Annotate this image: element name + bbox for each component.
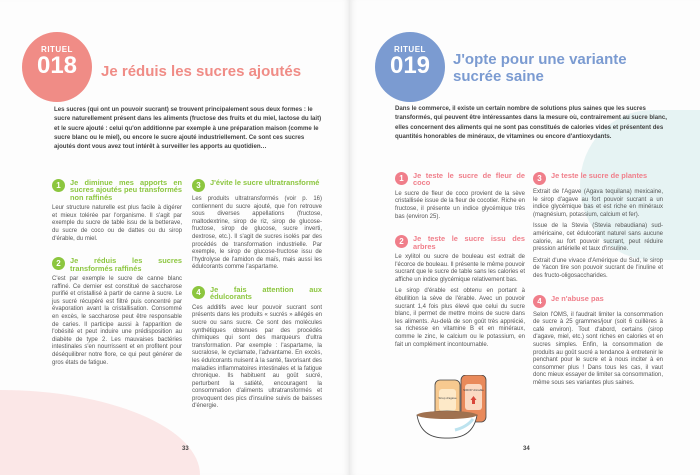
step-text: Leur structure naturelle est plus facile à digérer et mieux tolérée par l'organisme. Il s'agit par exemple du sucre de table issu de la betterave, du sucre de coco ou de dattes ou du sirop d'érable, du miel. [52, 205, 182, 242]
right-page [350, 0, 700, 475]
step-text: Le xylitol ou sucre de bouleau est extrait de l'écorce de bouleau. Il présente le même pouvoir sucrant que le sucre de table sans les calories et affiche un indice glycémique relativement bas. [395, 254, 525, 283]
column-left [395, 172, 525, 353]
step-number: 3 [192, 179, 205, 192]
step-heading: Je teste le sucre de plantes [551, 171, 648, 180]
step-text: Le sucre de fleur de coco provient de la sève cristallisée issue de la fleur de cocotier. Riche en fructose, il présente un indice glycémique très bas (environ 25). [395, 190, 525, 220]
page-title [453, 51, 627, 85]
ritual-label: RITUEL [41, 45, 73, 54]
title-line: sucrée saine [453, 68, 544, 85]
step-text: Extrait d'une vivace d'Amérique du Sud, le sirop de Yacon tire son pouvoir sucrant de l'inuline et des fructo-oligosaccharides. [533, 257, 663, 279]
step-number: 1 [52, 179, 65, 192]
step-text: Extrait de l'Agave (Agava tequilana) mexicaine, le sirop d'agave au fort pouvoir sucrant a un indice glycémique bas et est riche en minéraux (magnésium, potassium, calcium et fer). [533, 189, 663, 218]
step-heading: J'évite le sucre ultratransformé [210, 178, 320, 187]
step-text: Le sirop d'érable est obtenu en portant à ébullition la sève de l'érable. Avec un pouvoir sucrant 1,4 fois plus élevé que celui du sucre blanc, il permet de mettre moins de sucre dans les aliments. Au-delà de son goût très apprécié, sa richesse en vitamine B et en minéraux, comme le zinc, le calcium ou le potassium, en fait un complément incontournable. [395, 288, 525, 348]
step-heading: Je réduis les sucres transformés raffinés [70, 256, 182, 273]
ritual-label: RITUEL [394, 45, 426, 54]
page-number: 33 [182, 446, 189, 452]
sugar-jars-illustration [415, 375, 505, 440]
decorative-blob [0, 390, 200, 475]
step-number: 2 [395, 235, 408, 248]
step-number: 1 [395, 172, 408, 185]
column-right [533, 172, 663, 391]
step-heading: Je teste le sucre de fleur de coco [413, 171, 525, 188]
agave-label-text: Sirop d'agave [438, 396, 457, 400]
agave-label [439, 389, 456, 411]
ritual-number: 018 [36, 52, 78, 79]
step-text: C'est par exemple le sucre de canne blanc raffiné. Ce dernier est constitué de saccharose purifié et cristallisé à partir de canne à sucre. Le jus sucré récupéré est filtré puis concentré par évaporation avant la cristallisation. Consommé en excès, le saccharose peut être responsable de caries. Il participe aussi à l'apparition de l'obésité et peut induire une prédisposition au diabète de type 2. Les mauvaises bactéries intestinales s'en nourrissent et en profitent pour déséquilibrer notre flore, ce qui peut générer de gros états de fatigue. [52, 276, 182, 366]
page-title: Je réduis les sucres ajoutés [101, 63, 302, 80]
step-heading: Je fais attention aux édulcorants [210, 284, 322, 302]
step-number: 3 [533, 172, 546, 185]
intro-text: Dans le commerce, il existe un certain nombre de solutions plus saines que les sucres transformés, qui peuvent être intéressantes dans la mesure où, contrairement au sucre blanc, elles concernent des aliments qui ne sont pas constitués de calories vides et présentent des quantités honorables de minéraux, de vitamines ou encore d'antioxydants. [395, 105, 667, 140]
step-number: 4 [533, 295, 546, 308]
ritual-badge [375, 32, 445, 102]
step-text: Selon l'OMS, il faudrait limiter la consommation de sucre à 25 grammes/jour (soit 6 cuillères à café environ). Tout d'abord, certains (sirop d'agave, miel, etc.) sont riches en calories et en sucres simples. Enfin, la consommation de produits au goût sucré a tendance à entretenir le penchant pour le sucre et à nous inciter à en consommer plus ! Dans tous les cas, il vaut donc mieux essayer de limiter sa consommation, même sous ses variantes plus saines. [533, 311, 663, 386]
step-heading: Je teste le sucre issu des arbres [413, 234, 525, 251]
maple-label-text: SIROP d'érable [463, 388, 484, 392]
column-right [192, 179, 322, 415]
column-left [52, 179, 182, 371]
title-line: J'opte pour une variante [453, 51, 627, 68]
step-heading: Je diminue mes apports en sucres ajoutés peu transformés non raffinés [70, 178, 182, 202]
step-heading: Je n'abuse pas [551, 293, 604, 303]
intro-text: Les sucres (qui ont un pouvoir sucrant) se trouvent principalement sous deux formes : le sucre naturellement présent dans les aliments (fructose des fruits et du miel, lactose du lait) et le sucre ajouté : celui qu'on additionne par exemple à une préparation maison (comme le sucre blanc ou le miel), ou encore le sucre ajouté industriellement. Ce sont ces sucres ajoutés dont vous avez tout intérêt à surveiller les apports au quotidien… [54, 106, 322, 151]
step-text: Ces additifs avec leur pouvoir sucrant sont présents dans les produits « sucrés » allégés en sucre ou sans sucre. Ce sont des molécules synthétiques obtenues par des procédés chimiques qui sont des marqueurs d'ultra transformation. Par exemple : l'aspartame, la sucralose, le cyclamate, l'advantame. En excès, les édulcorants nuisent à la santé, favorisant des maladies inflammatoires intestinales et la fatigue chronique. Ils habituent au goût sucré, perturbent la satiété, encouragent la consommation d'aliments ultratransformés et provoquent des pics d'insuline suivis de baisses d'énergie. [192, 304, 322, 410]
ritual-badge [22, 32, 92, 102]
step-number: 2 [52, 257, 65, 270]
step-text: Les produits ultratransformés (voir p. 16) contiennent du sucre ajouté, que l'on retrouve sous diverses appellations (fructose, maltodextrine, sirop de riz, sirop de glucose-fructose, sirop de glucose, sucre inverti, dextrose, etc.). Il s'agit de sucres isolés par des procédés de transformation industrielle. Par exemple, le sirop de glucose-fructose issu de l'hydrolyse de l'amidon de maïs, mais aussi les édulcorants comme l'aspartame. [192, 196, 322, 271]
step-number: 4 [192, 286, 205, 299]
page-number: 34 [523, 446, 530, 452]
step-text: Issue de la Stevia (Stevia rebaudiana) sud-américaine, cet édulcorant naturel sans aucune calorie, au fort pouvoir sucrant, peut réduire pression artérielle et taux d'insuline. [533, 223, 663, 253]
ritual-number: 019 [389, 52, 431, 79]
brown-sugar [417, 411, 477, 419]
